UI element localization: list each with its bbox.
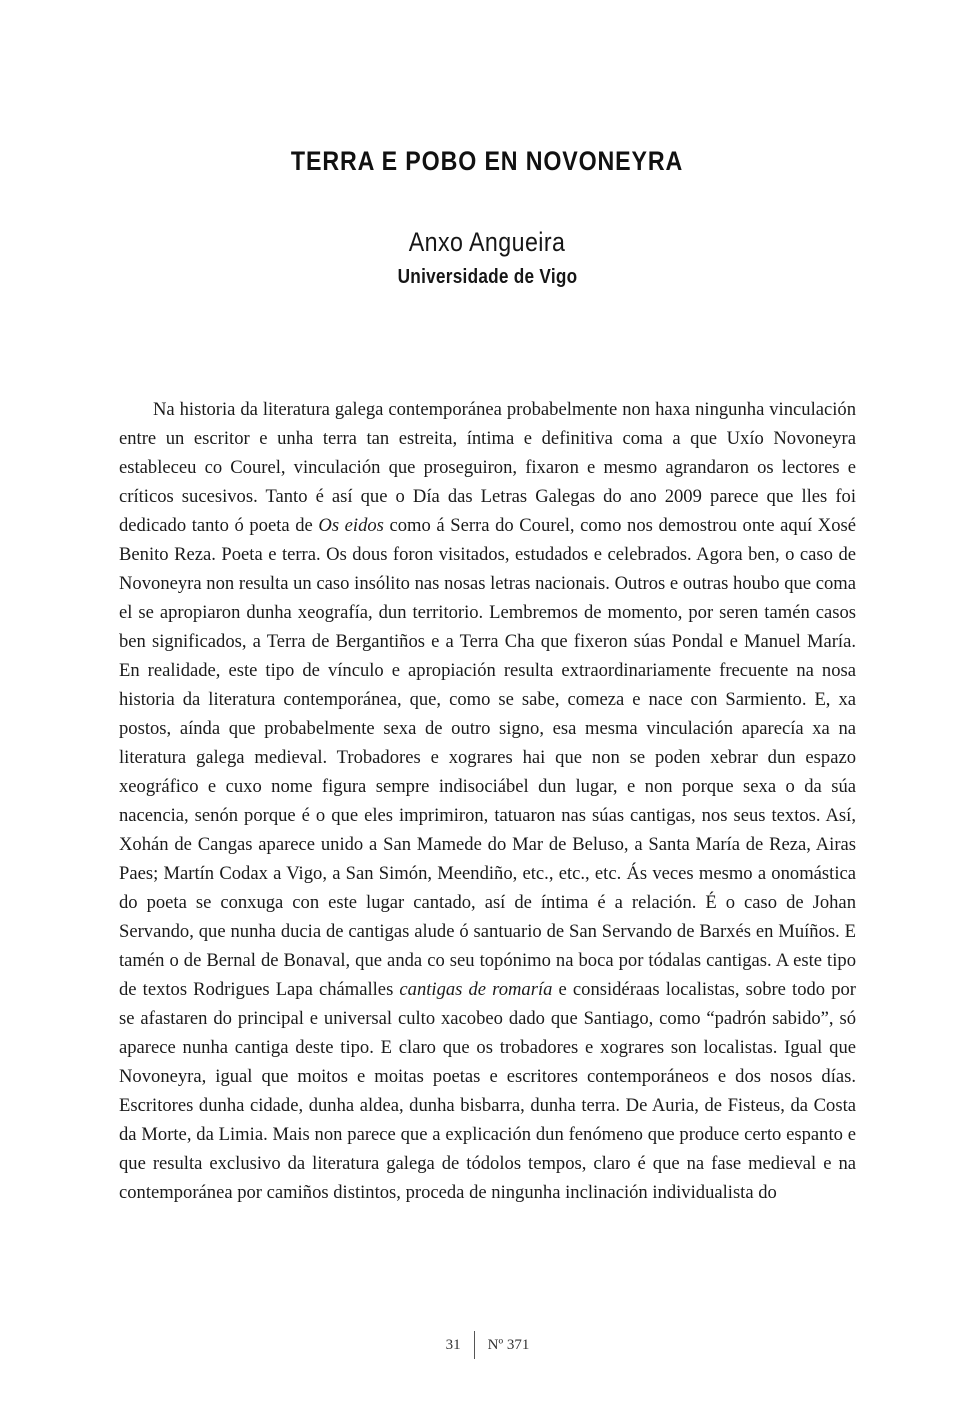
page-number: 31 <box>445 1336 461 1353</box>
page-title-text: TERRA E POBO EN NOVONEYRA <box>291 146 684 176</box>
body-text-segment: cantigas de romaría <box>399 979 553 1000</box>
body-text-segment: e considéraas localistas, sobre todo por se afastaren do principal e universal culto xacobeo dado que Santiago, como “padrón sabido”, só aparece nunha cantiga deste tipo. E claro que os trobadores e xograres son localistas. Igual que Novoneyra, igual que moitos e moitas poetas e escritores contemporáneos e dos nosos días. Escritores dunha cidade, dunha aldea, dunha bisbarra, dunha terra. De Auria, de Fisteus, da Costa da Morte, da Limia. Mais non parece que a explicación dun fenómeno que produce certo espanto e que resulta exclusivo da literatura galega de tódolos tempos, claro é que na fase medieval e na contemporánea por camiños distintos, proceda de ningunha inclinación individualista do <box>119 979 856 1203</box>
footer-divider <box>474 1331 475 1359</box>
author-affiliation <box>0 266 975 289</box>
page-title <box>0 146 975 177</box>
issue-number: Nº 371 <box>487 1336 530 1353</box>
body-text-segment: Os eidos <box>318 515 384 536</box>
author-name <box>0 227 975 258</box>
author-affiliation-text: Universidade de Vigo <box>397 266 578 288</box>
body-text-segment: Na historia da literatura galega contemporánea probabelmente non haxa ningunha vinculación entre un escritor e unha terra tan estreita, íntima e definitiva coma a que Uxío Novoneyra estableceu co Courel, vinculación que proseguiron, fixaron e mesmo agrandaron os lectores e críticos sucesivos. Tanto é así que o Día das Letras Galegas do ano 2009 parece que lles foi dedicado tanto ó poeta de <box>119 399 856 536</box>
body-text-segment: como á Serra do Courel, como nos demostrou onte aquí Xosé Benito Reza. Poeta e terra. Os dous foron visitados, estudados e celebrados. Agora ben, o caso de Novoneyra non resulta un caso insólito nas nosas letras nacionais. Outros e outras houbo que coma el se apropiaron dunha xeografía, dun territorio. Lembremos de momento, por seren tamén casos ben significados, a Terra de Bergantiños e a Terra Cha que fixeron súas Pondal e Manuel María. En realidade, este tipo de vínculo e apropiación resulta extraordinariamente frecuente na nosa historia da literatura contemporánea, que, como se sabe, comeza e nace con Sarmiento. E, xa postos, aínda que probabelmente sexa de outro signo, esa mesma vinculación aparecía xa na literatura galega medieval. Trobadores e xograres hai que non se poden xebrar dun espazo xeográfico e cuxo nome figura sempre indisociábel dun lugar, e non porque sexa o da súa nacencia, senón porque é o que eles imprimiron, tatuaron nas súas cantigas, nos seus textos. Así, Xohán de Cangas aparece unido a San Mamede do Mar de Beluso, a Santa María de Reza, Airas Paes; Martín Codax a Vigo, a San Simón, Meendiño, etc., etc., etc. Ás veces mesmo a onomástica do poeta se conxuga con este lugar cantado, así de íntima é a relación. É o caso de Johan Servando, que nunha ducia de cantigas alude ó santuario de San Servando de Barxés en Muíños. E tamén o de Bernal de Bonaval, que anda co seu topónimo na boca por tódalas cantigas. A este tipo de textos Rodrigues Lapa chámalles <box>119 515 856 1000</box>
author-name-text: Anxo Angueira <box>409 227 566 257</box>
body-paragraph <box>119 395 856 1207</box>
page-footer <box>0 1331 975 1359</box>
